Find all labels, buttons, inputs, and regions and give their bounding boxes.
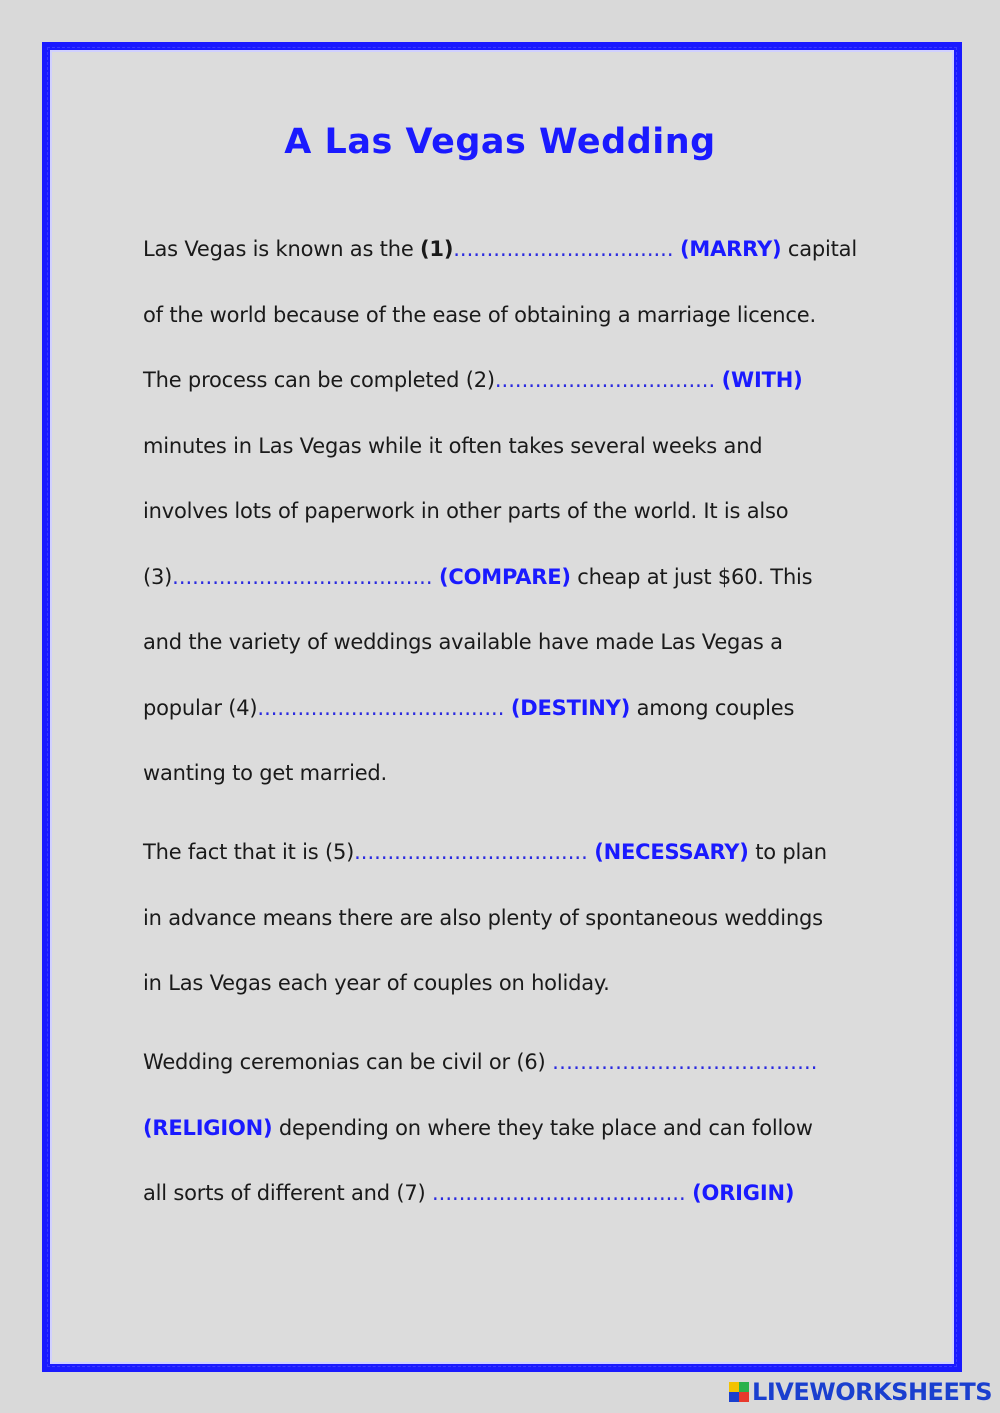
blank-1[interactable]: ................................. bbox=[453, 237, 674, 261]
text-line: (RELIGION) depending on where they take place and can follow bbox=[143, 1116, 813, 1140]
text-line: (3)....................................... (COMPARE) cheap at just $60. This bbox=[143, 565, 813, 589]
text-line: popular (4)..................................... (DESTINY) among couples bbox=[143, 696, 795, 720]
hint-word: (ORIGIN) bbox=[692, 1181, 795, 1205]
text-line: in Las Vegas each year of couples on holiday. bbox=[143, 971, 610, 995]
text-line: wanting to get married. bbox=[143, 761, 388, 785]
liveworksheets-logo[interactable] bbox=[729, 1377, 992, 1407]
blank-6[interactable]: ……………………………….. bbox=[552, 1050, 818, 1074]
text-line: and the variety of weddings available have made Las Vegas a bbox=[143, 630, 783, 654]
blank-7[interactable]: ...................................... bbox=[432, 1181, 686, 1205]
text-line: minutes in Las Vegas while it often takes several weeks and bbox=[143, 434, 763, 458]
blank-4[interactable]: ..................................... bbox=[257, 696, 505, 720]
blank-3[interactable]: ....................................... bbox=[172, 565, 433, 589]
text-line: involves lots of paperwork in other parts of the world. It is also bbox=[143, 499, 789, 523]
hint-word: (RELIGION) bbox=[143, 1116, 273, 1140]
text-line: of the world because of the ease of obtaining a marriage licence. bbox=[143, 303, 816, 327]
text-line: The process can be completed (2)................................. (WITH) bbox=[143, 368, 803, 392]
text-line: Las Vegas is known as the (1)................................. (MARRY) capital bbox=[143, 237, 857, 261]
hint-word: (MARRY) bbox=[680, 237, 782, 261]
blank-5[interactable]: ................................... bbox=[354, 840, 588, 864]
hint-word: (NECESSARY) bbox=[594, 840, 749, 864]
text-line: all sorts of different and (7) ...................................... (ORIGIN) bbox=[143, 1181, 795, 1205]
text-line: The fact that it is (5)................................... (NECESSARY) to plan bbox=[143, 840, 827, 864]
hint-word: (COMPARE) bbox=[438, 565, 571, 589]
text-line: in advance means there are also plenty of spontaneous weddings bbox=[143, 906, 823, 930]
liveworksheets-logo-icon bbox=[729, 1382, 749, 1402]
page-title: A Las Vegas Wedding bbox=[284, 122, 716, 162]
text-line: Wedding ceremonias can be civil or (6) ……………………………….. bbox=[143, 1050, 818, 1074]
hint-word: (WITH) bbox=[721, 368, 803, 392]
logo-text: LIVEWORKSHEETS bbox=[752, 1378, 992, 1406]
blank-2[interactable]: ................................. bbox=[494, 368, 716, 392]
hint-word: (DESTINY) bbox=[510, 696, 631, 720]
